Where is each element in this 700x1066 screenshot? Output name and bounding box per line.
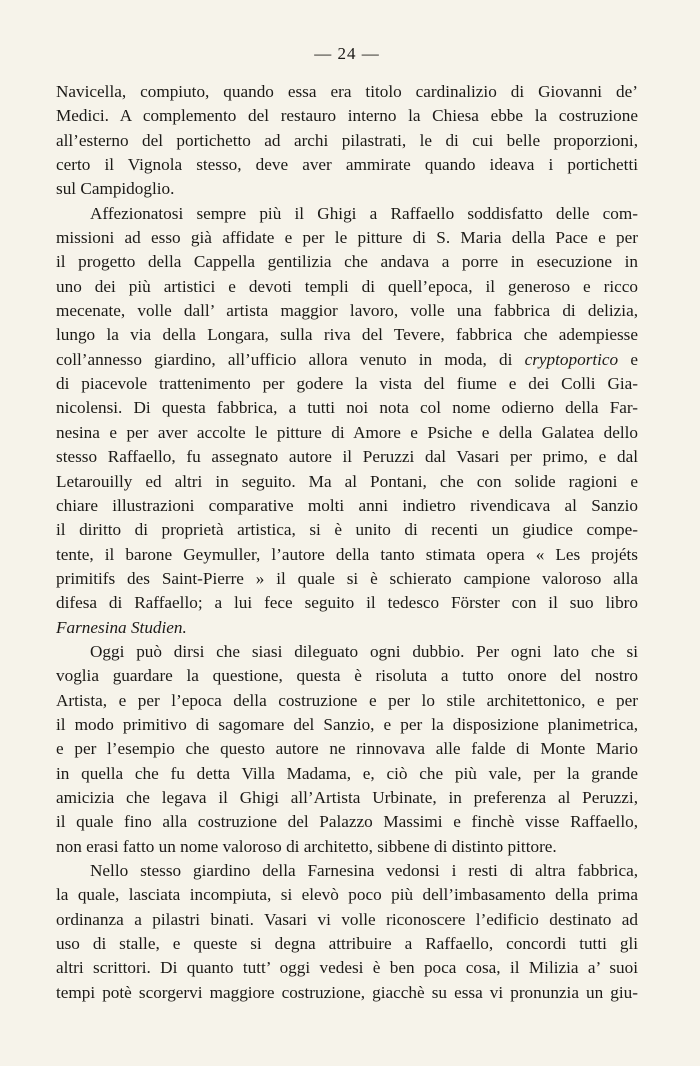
text-line: stesso Raffaello, fu assegnato autore il Peruzzi dal Vasari per primo, e dal xyxy=(56,447,638,467)
body-text xyxy=(56,80,638,1005)
paragraph xyxy=(56,202,638,640)
text-line: il diritto di proprietà artistica, si è unito di recenti un giudice compe- xyxy=(56,520,638,540)
text-line: amicizia che legava il Ghigi all’Artista Urbinate, in preferenza al Peruzzi, xyxy=(56,787,638,807)
text-line: non erasi fatto un nome valoroso di architetto, sibbene di distinto pittore. xyxy=(56,836,557,856)
text-line: primitifs des Saint-Pierre » il quale si è schierato campione valoroso alla xyxy=(56,568,638,588)
text-line: missioni ad esso già affidate e per le pitture di S. Maria della Pace e per xyxy=(56,228,638,248)
page-number: — 24 — xyxy=(314,44,380,63)
text-line: coll’annesso giardino, all’ufficio allora venuto in moda, di cryptoportico e xyxy=(56,349,638,369)
paragraph xyxy=(56,640,638,859)
text-line: Affezionatosi sempre più il Ghigi a Raffaello soddisfatto delle com- xyxy=(90,203,638,223)
text-line: Artista, e per l’epoca della costruzione e per lo stile architettonico, e per xyxy=(56,690,638,710)
italic-text: Farnesina Studien. xyxy=(56,617,187,637)
text-line: la quale, lasciata incompiuta, si elevò poco più dell’imbasamento della prima xyxy=(56,885,638,905)
text-line: chiare illustrazioni comparative molti anni indietro rivendicava al Sanzio xyxy=(56,495,638,515)
text-line: il modo primitivo di sagomare del Sanzio, e per la disposizione planimetrica, xyxy=(56,714,638,734)
text-line: uso di stalle, e queste si degna attribuire a Raffaello, concordi tutti gli xyxy=(56,934,638,954)
text-line: voglia guardare la questione, questa è risoluta a tutto onore del nostro xyxy=(56,666,638,686)
text-line: tempi potè scorgervi maggiore costruzione, giacchè su essa vi pronunzia un giu- xyxy=(56,982,638,1002)
paragraph xyxy=(56,859,638,1005)
text-line: nesina e per aver accolte le pitture di Amore e Psiche e della Galatea dello xyxy=(56,422,638,442)
text-line: Letarouilly ed altri in seguito. Ma al Pontani, che con solide ragioni e xyxy=(56,471,638,491)
text-line: altri scrittori. Di quanto tutt’ oggi vedesi è ben poca cosa, il Milizia a’ suoi xyxy=(56,958,638,978)
text-line: il quale fino alla costruzione del Palazzo Massimi e finchè visse Raffaello, xyxy=(56,812,638,832)
text-line: Medici. A complemento del restauro interno la Chiesa ebbe la costruzione xyxy=(56,106,638,126)
text-line: nicolensi. Di questa fabbrica, a tutti noi nota col nome odierno della Far- xyxy=(56,398,638,418)
text-line: uno dei più artistici e devoti templi di quell’epoca, il generoso e ricco xyxy=(56,276,638,296)
text-line: mecenate, volle dall’ artista maggior lavoro, volle una fabbrica di delizia, xyxy=(56,301,638,321)
paragraph xyxy=(56,80,638,202)
italic-text: cryptoportico xyxy=(524,349,619,369)
text-line: il progetto della Cappella gentilizia che andava a porre in esecuzione in xyxy=(56,252,638,272)
text-line: sul Campidoglio. xyxy=(56,179,175,199)
text-line: e per l’esempio che questo autore ne rinnovava alle falde di Monte Mario xyxy=(56,739,638,759)
text-line: ordinanza a pilastri binati. Vasari vi volle riconoscere l’edificio destinato ad xyxy=(56,909,638,929)
text-line: lungo la via della Longara, sulla riva del Tevere, fabbrica che adempiesse xyxy=(56,325,638,345)
book-page xyxy=(56,44,638,1005)
text-line: difesa di Raffaello; a lui fece seguito il tedesco Förster con il suo libro xyxy=(56,593,638,613)
text-line: certo il Vignola stesso, deve aver ammirate quando ideava i portichetti xyxy=(56,155,638,175)
text-line: in quella che fu detta Villa Madama, e, ciò che più vale, per la grande xyxy=(56,763,638,783)
text-line: all’esterno del portichetto ad archi pilastrati, le di cui belle proporzioni, xyxy=(56,130,638,150)
text-line xyxy=(56,616,638,640)
text-line: Nello stesso giardino della Farnesina vedonsi i resti di altra fabbrica, xyxy=(90,861,638,880)
text-line: Oggi può dirsi che siasi dileguato ogni dubbio. Per ogni lato che si xyxy=(90,641,638,661)
text-line: tente, il barone Geymuller, l’autore della tanto stimata opera « Les projéts xyxy=(56,544,638,564)
text-line: di piacevole trattenimento per godere la vista del fiume e dei Colli Gia- xyxy=(56,374,638,394)
text-line: Navicella, compiuto, quando essa era titolo cardinalizio di Giovanni de’ xyxy=(56,82,638,101)
